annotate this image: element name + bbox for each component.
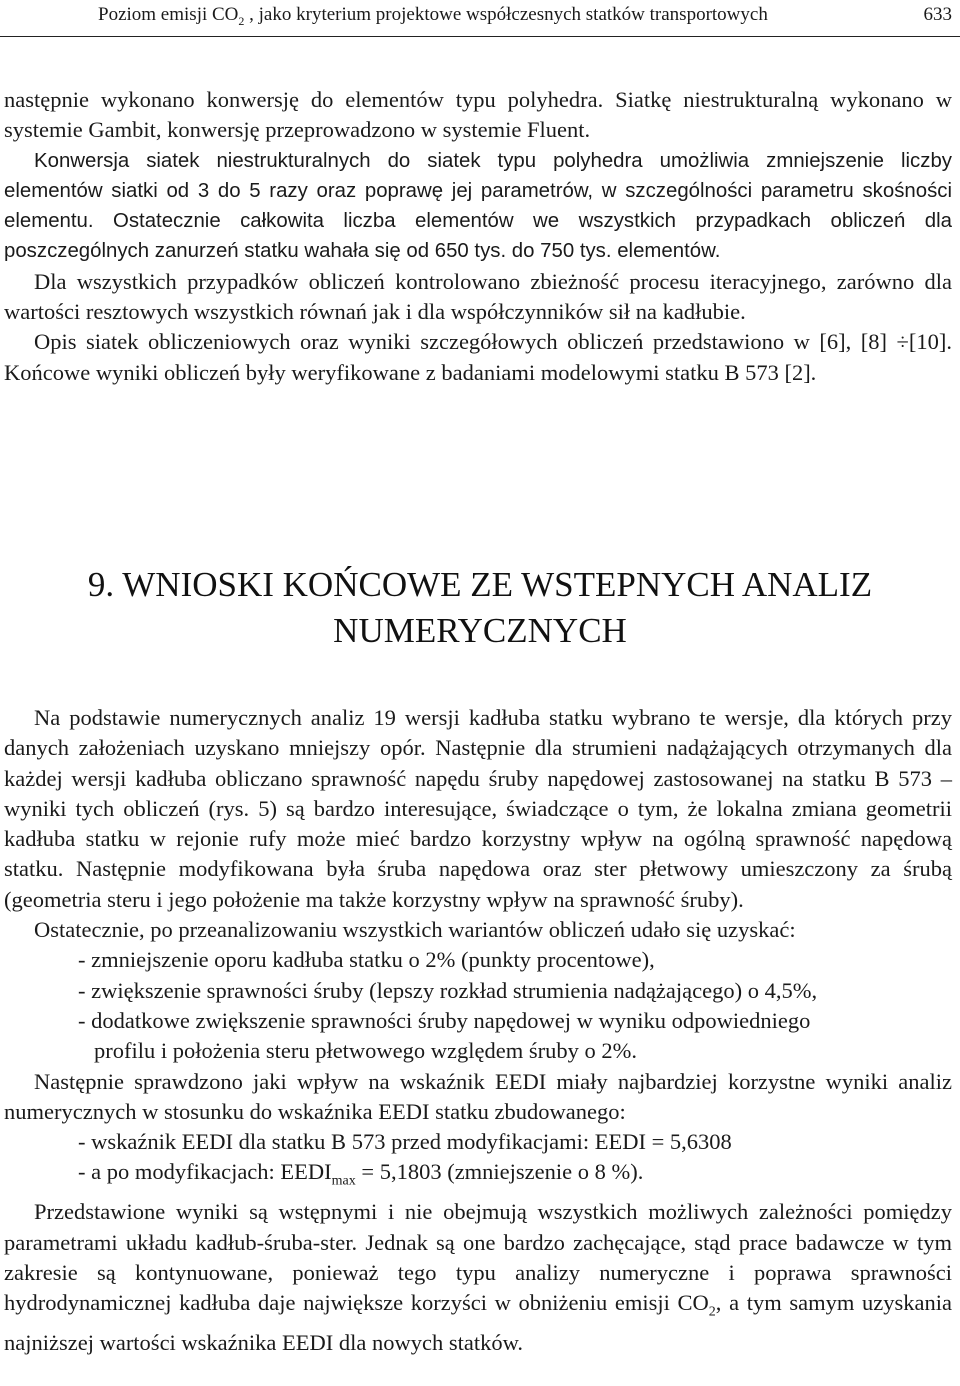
eedi-before: - wskaźnik EEDI dla statku B 573 przed modyfikacjami: EEDI = 5,6308 xyxy=(78,1129,732,1155)
list-item: - zmniejszenie oporu kadłuba statku o 2% (punkty procentowe), xyxy=(78,947,655,973)
paragraph: Dla wszystkich przypadków obliczeń kontrolowano zbieżność procesu iteracyjnego, zarówno dla wartości resztowych wszystkich równań jak i dla współczynników sił na kadłubie. xyxy=(4,268,952,325)
list-item: - dodatkowe zwiększenie sprawności śruby napędowej w wyniku odpowiedniego xyxy=(78,1007,811,1033)
paragraph: następnie wykonano konwersję do elementów typu polyhedra. Siatkę niestrukturalną wykonano w systemie Gambit, konwersję przeprowadzono w systemie Fluent. xyxy=(4,87,952,143)
paragraph-sans: Konwersja siatek niestrukturalnych do siatek typu polyhedra umożliwia zmniejszenie liczby elementów siatki od 3 do 5 razy oraz poprawę jej parametrów, w szczególności parametru skośności elementu. Ostatecznie całkowita liczba elementów we wszystkich przypadkach obliczeń dla poszczególnych zanurzeń statku wahała się od 650 tys. do 750 tys. elementów. xyxy=(4,149,952,263)
running-header xyxy=(0,0,960,37)
running-title: Poziom emisji $CO_2$ , jako kryterium projektowe współczesnych statków transportowych xyxy=(98,4,768,28)
paragraph: Następnie sprawdzono jaki wpływ na wskaźnik EEDI miały najbardziej korzystne wyniki analiz numerycznych w stosunku do wskaźnika EEDI statku zbudowanego: xyxy=(4,1068,952,1124)
heading-line-2: NUMERYCZNYCH xyxy=(333,611,627,650)
heading-line-1: 9. WNIOSKI KOŃCOWE ZE WSTEPNYCH ANALIZ xyxy=(87,565,873,604)
paragraph: Na podstawie numerycznych analiz 19 wersji kadłuba statku wybrano te wersje, dla których przy danych założeniach uzyskano mniejszy opór. Następnie dla strumieni nadążających otrzymanych dla każdej wersji kadłuba obliczano sprawność napędu śruby napędowej zastosowanej na statku B 573 – wyniki tych obliczeń (rys. 5) są bardzo interesujące, świadczące o tym, że lokalna zmiana geometrii kadłuba statku w rejonie rufy może mieć bardzo korzystny wpływ na ogólną sprawność napędową statku. Następnie modyfikowana była śruba napędowa oraz ster płetwowy umieszczony za śrubą (geometria steru i jego położenie ma także korzystny wpływ na sprawność śruby). xyxy=(4,705,952,912)
page-number: 633 xyxy=(923,4,952,25)
eedi-after: - a po modyfikacjach: $EEDI_{max} = 5,1803$ (zmniejszenie o 8 %). xyxy=(78,1159,644,1189)
section-heading xyxy=(0,562,960,654)
paragraph: Przedstawione wyniki są wstępnymi i nie obejmują wszystkich możliwych zależności pomiędzy parametrami układu kadłub-śruba-ster. Jednak są one bardzo zachęcające, stąd prace badawcze w tym zakresie są kontynuowane, ponieważ tego typu analizy numeryczne i poprawa sprawności hydrodynamicznej kadłuba daje największe korzyści w obniżeniu emisji $CO_2$, a tym samym uzyskania najniższej wartości wskaźnika EEDI dla nowych statków. xyxy=(4,1199,952,1355)
paragraph: Ostatecznie, po przeanalizowaniu wszystkich wariantów obliczeń udało się uzyskać: xyxy=(34,917,796,943)
section-methods-text xyxy=(4,85,952,388)
list-item-continuation: profilu i położenia steru płetwowego względem śruby o 2%. xyxy=(94,1038,637,1064)
paragraph: Opis siatek obliczeniowych oraz wyniki szczegółowych obliczeń przedstawiono w [6], [8] ÷[10]. Końcowe wyniki obliczeń były weryfikowane z badaniami modelowymi statku B 573 [2]. xyxy=(4,329,952,385)
list-item: - zwiększenie sprawności śruby (lepszy rozkład strumienia nadążającego) o 4,5%, xyxy=(78,977,818,1003)
section-conclusions-text xyxy=(4,703,952,1358)
